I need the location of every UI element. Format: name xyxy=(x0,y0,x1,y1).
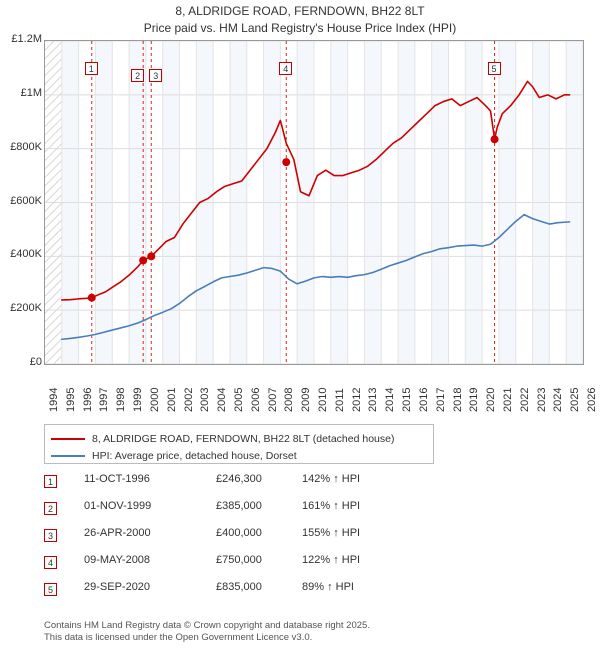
y-tick-label: £1.2M xyxy=(11,33,42,45)
y-tick-label: £200K xyxy=(10,302,42,315)
y-tick-label: £0 xyxy=(29,356,42,368)
row-number-badge: 5 xyxy=(44,583,57,596)
x-tick-label: 2007 xyxy=(266,387,279,412)
sales-table xyxy=(44,472,444,607)
x-tick-label: 2022 xyxy=(518,387,531,412)
y-tick-label: £1M xyxy=(20,86,42,99)
legend-item xyxy=(51,450,297,462)
x-tick-label: 2010 xyxy=(317,387,329,412)
y-tick-label: £800K xyxy=(10,140,42,153)
row-date: 11-OCT-1996 xyxy=(84,473,150,485)
table-row xyxy=(44,580,444,607)
x-axis-labels xyxy=(44,368,598,418)
row-hpi-change: 161% ↑ HPI xyxy=(302,500,361,512)
x-tick-label: 2023 xyxy=(535,387,548,412)
legend-swatch xyxy=(51,455,85,457)
x-tick-label: 1997 xyxy=(98,387,111,412)
x-tick-label: 2018 xyxy=(451,387,464,412)
footer-text xyxy=(44,620,584,644)
row-hpi-change: 142% ↑ HPI xyxy=(302,473,361,485)
row-date: 26-APR-2000 xyxy=(84,527,151,539)
row-number-badge: 3 xyxy=(44,529,57,542)
x-tick-label: 2006 xyxy=(249,387,262,412)
sale-marker-badge: 5 xyxy=(488,62,501,75)
x-tick-label: 2009 xyxy=(300,387,313,412)
y-tick-label: £600K xyxy=(10,194,42,207)
row-number-badge: 2 xyxy=(44,502,57,515)
x-tick-label: 2021 xyxy=(501,387,514,412)
sale-marker-badge: 3 xyxy=(149,69,162,82)
x-tick-label: 2019 xyxy=(468,387,481,412)
row-price: £750,000 xyxy=(216,554,262,566)
table-row xyxy=(44,553,444,580)
x-tick-label: 2016 xyxy=(417,387,430,412)
x-tick-label: 2026 xyxy=(586,387,598,412)
x-tick-label: 2014 xyxy=(384,387,397,412)
x-tick-label: 2003 xyxy=(199,387,212,412)
row-number-badge: 4 xyxy=(44,556,57,569)
x-tick-label: 2001 xyxy=(165,387,178,412)
sale-marker-badge: 4 xyxy=(279,62,292,75)
table-row xyxy=(44,499,444,526)
legend-label: 8, ALDRIDGE ROAD, FERNDOWN, BH22 8LT (detached house) xyxy=(92,433,395,445)
y-axis-labels xyxy=(0,33,42,368)
page-subtitle: Price paid vs. HM Land Registry's House Price Index (HPI) xyxy=(143,21,457,35)
row-date: 01-NOV-1999 xyxy=(84,500,152,512)
chart-legend xyxy=(44,424,434,464)
x-tick-label: 2008 xyxy=(283,387,296,412)
legend-label: HPI: Average price, detached house, Dorset xyxy=(92,450,297,462)
sale-marker-badge: 2 xyxy=(131,69,144,82)
legend-item xyxy=(51,433,394,445)
row-price: £835,000 xyxy=(216,581,262,593)
row-hpi-change: 89% ↑ HPI xyxy=(302,581,354,593)
table-row xyxy=(44,472,444,499)
x-tick-label: 2017 xyxy=(434,387,447,412)
x-tick-label: 2011 xyxy=(333,388,346,412)
row-number-badge: 1 xyxy=(44,475,57,488)
x-tick-label: 2002 xyxy=(182,387,195,412)
row-date: 09-MAY-2008 xyxy=(84,554,151,566)
row-hpi-change: 155% ↑ HPI xyxy=(302,527,361,539)
x-tick-label: 1999 xyxy=(132,387,145,412)
chart-svg xyxy=(45,41,583,364)
plot-area xyxy=(44,40,584,365)
x-tick-label: 2000 xyxy=(148,387,161,412)
x-tick-label: 2012 xyxy=(350,387,363,412)
page-title: 8, ALDRIDGE ROAD, FERNDOWN, BH22 8LT xyxy=(175,4,425,18)
footer-line-1: Contains HM Land Registry data © Crown copyright and database right 2025. xyxy=(44,620,370,631)
row-date: 29-SEP-2020 xyxy=(84,581,151,593)
row-price: £400,000 xyxy=(216,527,262,539)
x-tick-label: 2004 xyxy=(216,387,229,412)
row-price: £385,000 xyxy=(216,500,262,512)
x-tick-label: 1995 xyxy=(64,387,77,412)
x-tick-label: 1996 xyxy=(81,387,94,412)
y-tick-label: £400K xyxy=(10,248,42,261)
row-price: £246,300 xyxy=(216,473,262,485)
x-tick-label: 1998 xyxy=(115,387,128,412)
x-tick-label: 2020 xyxy=(485,387,498,412)
x-tick-label: 2025 xyxy=(569,387,582,412)
x-tick-label: 2013 xyxy=(367,387,380,412)
table-row xyxy=(44,526,444,553)
footer-line-2: This data is licensed under the Open Government Licence v3.0. xyxy=(44,632,313,643)
x-tick-label: 1994 xyxy=(48,387,60,412)
row-hpi-change: 122% ↑ HPI xyxy=(302,554,361,566)
x-tick-label: 2005 xyxy=(232,387,245,412)
sale-marker-badge: 1 xyxy=(85,62,98,75)
legend-swatch xyxy=(51,438,85,440)
x-tick-label: 2015 xyxy=(401,387,414,412)
x-tick-label: 2024 xyxy=(552,387,565,412)
